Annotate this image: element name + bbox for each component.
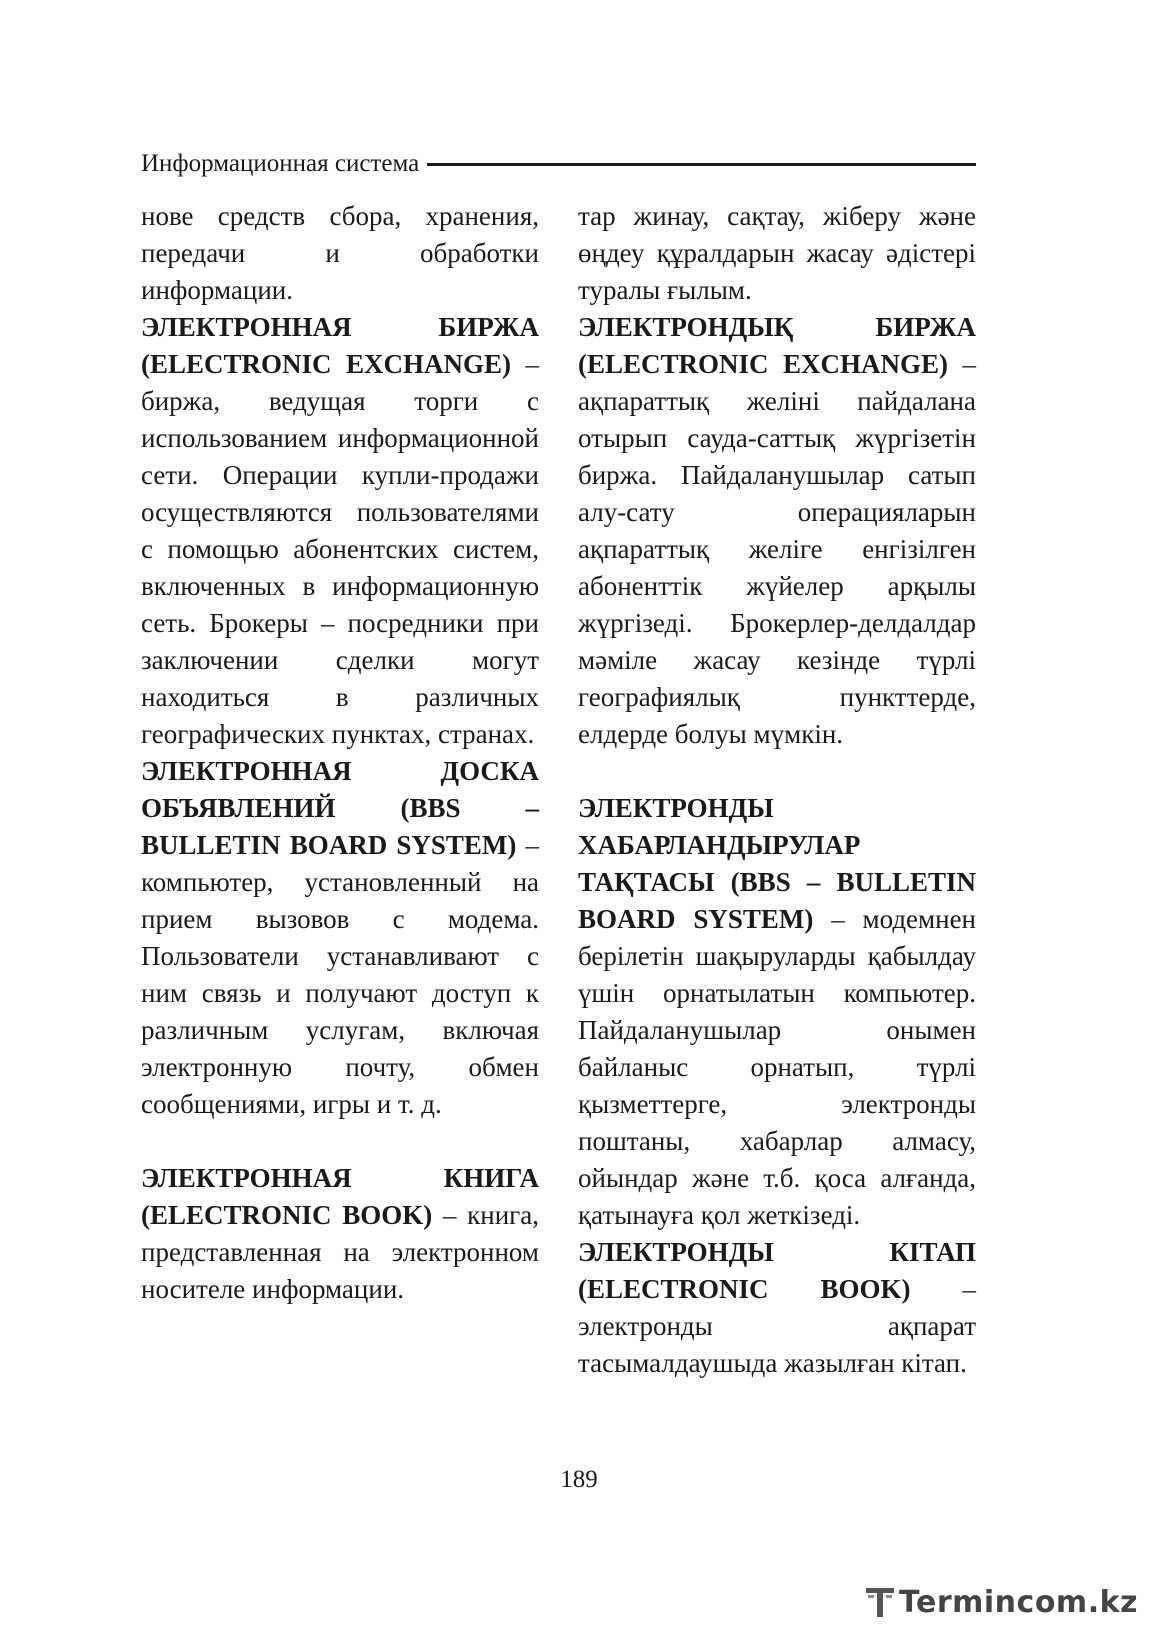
entry-continuation — [578, 198, 976, 309]
entry-text: – книга, представленная на электронном носителе информации. — [141, 1200, 539, 1304]
termincom-logo-icon — [865, 1585, 895, 1619]
watermark-brand: Termincom.kz — [899, 1584, 1138, 1620]
entry-term: ЭЛЕКТРОНДЫ КІТАП (ELECTRONIC BOOK) — [578, 1237, 976, 1304]
entry-bulletin-board — [141, 753, 539, 1123]
entry-text: – компьютер, установленный на прием вызовов с модема. Пользователи устанавливают с ним связь и получают доступ к различным услугам, включая электронную почту, обмен сообщениями, игры и т. д. — [141, 830, 539, 1119]
header-rule — [427, 163, 976, 166]
entry-term: ЭЛЕКТРОНДЫҚ БИРЖА (ELECTRONIC EXCHANGE) — [578, 312, 976, 379]
left-column — [141, 198, 539, 1308]
entry-text: тар жинау, сақтау, жіберу және өңдеу құралдарын жасау әдістері туралы ғылым. — [578, 201, 976, 305]
entry-term: ЭЛЕКТРОННАЯ ДОСКА ОБЪЯВЛЕНИЙ (BBS – BULLETIN BOARD SYSTEM) — [141, 756, 539, 860]
entry-text: – биржа, ведущая торги с использованием информационной сети. Операции купли-продажи осуществляются пользователями с помощью абонентских систем, включенных в информационную сеть. Брокеры – посредники при заключении сделки могут находиться в различных географических пунктах, странах. — [141, 349, 539, 749]
entry-text: – модемнен берілетін шақыруларды қабылдау үшін орнатылатын компьютер. Пайдаланушылар онымен байланыс орнатып, түрлі қызметтерге, электронды поштаны, хабарлар алмасу, ойындар және т.б. қоса алғанда, қатынауға қол жеткізеді. — [578, 904, 977, 1230]
entry-term: ЭЛЕКТРОНДЫ ХАБАРЛАНДЫРУЛАР ТАҚТАСЫ (BBS – BULLETIN BOARD SYSTEM) — [578, 793, 976, 934]
entry-text: – электронды ақпарат тасымалдаушыда жазылған кітап. — [578, 1274, 976, 1378]
running-header — [141, 144, 976, 184]
entry-term: ЭЛЕКТРОННАЯ БИРЖА (ELECTRONIC EXCHANGE) — [141, 312, 539, 379]
entry-electronic-book — [578, 1234, 976, 1382]
entry-text: нове средств сбора, хранения, передачи и обработки информации. — [141, 201, 539, 305]
entry-continuation — [141, 198, 539, 309]
entry-text: – ақпараттық желіні пайдалана отырып сауда-саттық жүргізетін биржа. Пайдаланушылар сатып алу-сату операцияларын ақпараттық желіге енгізілген абоненттік жүйелер арқылы жүргізеді. Брокерлер-делдалдар мәміле жасау кезінде түрлі географиялық пункттерде, елдерде болуы мүмкін. — [578, 349, 976, 749]
site-watermark[interactable] — [865, 1580, 1138, 1624]
entry-bulletin-board — [578, 790, 976, 1234]
page-number: 189 — [560, 1466, 598, 1493]
entry-term: ЭЛЕКТРОННАЯ КНИГА (ELECTRONIC BOOK) — [141, 1163, 539, 1230]
right-column — [578, 198, 976, 1382]
entry-electronic-exchange — [578, 309, 976, 753]
entry-electronic-book — [141, 1160, 539, 1308]
header-title: Информационная система — [141, 150, 420, 177]
entry-electronic-exchange — [141, 309, 539, 753]
